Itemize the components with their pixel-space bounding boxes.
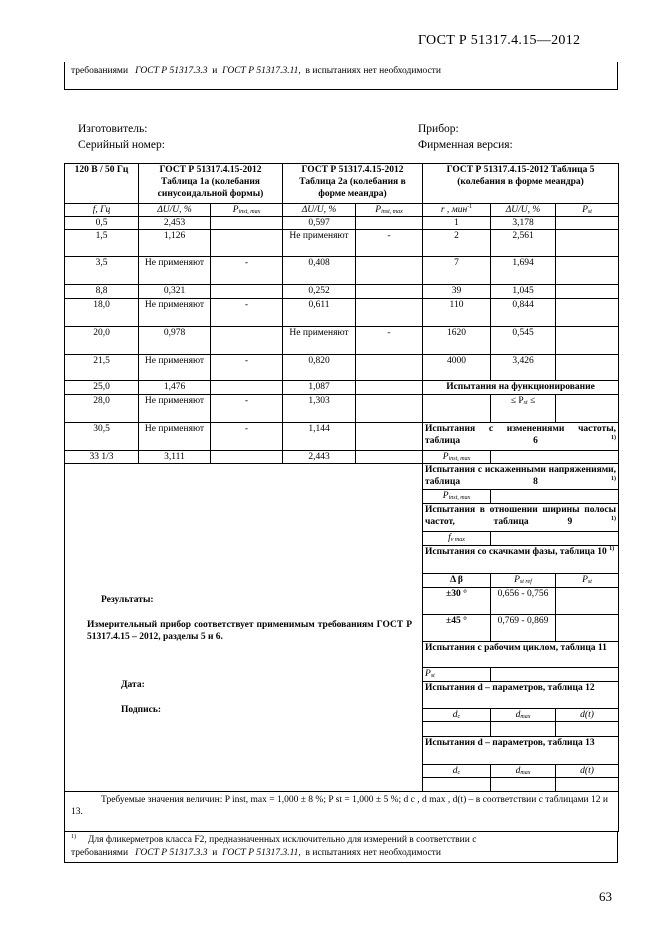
header-table-1a: ГОСТ Р 51317.4.15-2012 Таблица 1а (колебания синусоидальной формы) — [139, 164, 283, 204]
pstref-label — [491, 574, 556, 588]
table6-heading — [423, 423, 619, 451]
table-cell — [423, 722, 491, 737]
cell-p2 — [356, 451, 423, 464]
col-pinst-1 — [211, 204, 283, 217]
cell-f: 1,5 — [65, 230, 139, 257]
subscript: inst, max — [448, 456, 471, 462]
cell-du1: 2,453 — [139, 217, 211, 230]
table-row — [65, 423, 619, 451]
table-cell — [556, 588, 619, 615]
cell-p1 — [211, 381, 283, 395]
cell-p2 — [356, 423, 423, 451]
page-number: 63 — [599, 889, 612, 904]
cell-f: 28,0 — [65, 395, 139, 423]
cell-f: 20,0 — [65, 327, 139, 355]
symbol: d — [452, 710, 458, 720]
dt-label — [556, 765, 619, 778]
table-row — [65, 217, 619, 230]
cell-pst — [556, 299, 619, 327]
symbol: d(t) — [580, 710, 594, 720]
cell-p1: - — [211, 299, 283, 327]
cell-p1: - — [211, 395, 283, 423]
col-label: f, Гц — [92, 205, 111, 215]
cell-f: 0,5 — [65, 217, 139, 230]
cell-r: 110 — [423, 299, 491, 327]
col-label: P — [375, 205, 382, 215]
cell-du2: Не применяют — [283, 230, 356, 257]
table8-heading — [423, 464, 619, 490]
symbol: d(t) — [580, 766, 594, 776]
cell-pst — [556, 285, 619, 299]
table-cell — [423, 395, 491, 423]
cell-du2: 1,144 — [283, 423, 356, 451]
cell-r: 4000 — [423, 355, 491, 381]
cell-r: 7 — [423, 257, 491, 285]
table-row — [65, 395, 619, 423]
signature-label: Подпись: — [121, 705, 162, 715]
cell-du2: 0,611 — [283, 299, 356, 327]
symbol: d — [515, 766, 521, 776]
cell-p1: - — [211, 355, 283, 381]
col-r — [423, 204, 491, 217]
cell-p2 — [356, 299, 423, 327]
cell-r: 39 — [423, 285, 491, 299]
footnote-ref: ГОСТ Р 51317.3.3 — [135, 848, 208, 858]
cell-p2 — [356, 285, 423, 299]
col-pst — [556, 204, 619, 217]
cell-du1: Не применяют — [139, 395, 211, 423]
dbeta-label: Δ β — [423, 574, 491, 588]
date-label: Дата: — [121, 680, 145, 690]
pst-label — [556, 574, 619, 588]
col-du-2 — [283, 204, 356, 217]
subscript: st — [523, 400, 528, 406]
dc-label — [423, 765, 491, 778]
cell-p1 — [211, 451, 283, 464]
symbol: P — [582, 575, 588, 585]
footnote-continuation — [64, 62, 618, 90]
cell-pst — [556, 217, 619, 230]
col-sub: st — [587, 209, 592, 215]
table-cell — [556, 778, 619, 792]
cell-pst — [556, 327, 619, 355]
table-row — [65, 327, 619, 355]
cell-du5: 0,844 — [491, 299, 556, 327]
required-values-text: Требуемые значения величин: P inst, max = 1,000 ± 8 %; P st = 1,000 ± 5 %; d c , d max , d(t) – в соответствии с таблицами 12 и 13. — [65, 792, 619, 832]
table-row — [65, 257, 619, 285]
heading: Испытания с искаженными напряжениями, таблица 8 — [425, 465, 617, 487]
subscript: st — [587, 579, 592, 585]
col-frequency — [65, 204, 139, 217]
cell-du2: 2,443 — [283, 451, 356, 464]
phase-45: ±45 ° — [423, 615, 491, 642]
col-label: P — [582, 205, 588, 215]
footnote-ref: ГОСТ Р 51317.3.11, — [222, 848, 301, 858]
col-pinst-2 — [356, 204, 423, 217]
test-protocol-table — [64, 163, 619, 832]
footnote-text: и — [212, 848, 218, 858]
results-block — [65, 464, 423, 792]
col-label: P — [232, 205, 239, 215]
subscript: v max — [450, 537, 465, 543]
table9-heading — [423, 504, 619, 532]
phase-45-range: 0,769 - 0,869 — [491, 615, 556, 642]
note-text: в испытаниях нет необходимости — [305, 66, 441, 76]
cell-p1: - — [211, 423, 283, 451]
col-sub: inst, max — [381, 209, 403, 215]
pinst-label — [423, 490, 491, 504]
subscript: c — [457, 714, 461, 720]
range: ≤ — [527, 396, 536, 406]
cell-f: 21,5 — [65, 355, 139, 381]
firmware-label: Фирменная версия: — [418, 139, 513, 151]
footnote-text: в испытаниях нет необходимости — [305, 848, 441, 858]
cell-du5: 0,545 — [491, 327, 556, 355]
table-cell — [423, 778, 491, 792]
cell-du1: 0,321 — [139, 285, 211, 299]
cell-pst — [556, 355, 619, 381]
header-table-2a: ГОСТ Р 51317.4.15-2012 Таблица 2а (колебания в форме меандра) — [283, 164, 423, 204]
table-and-footnote — [64, 163, 618, 904]
col-label: ΔU/U, % — [301, 205, 337, 215]
cell-du1: 1,476 — [139, 381, 211, 395]
header-table-5: ГОСТ Р 51317.4.15-2012 Таблица 5 (колебания в форме меандра) — [423, 164, 619, 204]
cell-f: 18,0 — [65, 299, 139, 327]
functional-test-heading: Испытания на функционирование — [423, 381, 619, 395]
dt-label — [556, 709, 619, 722]
subscript: st — [430, 673, 435, 679]
conclusion-text: Измерительный прибор соответствует применимым требованиям ГОСТ Р 51317.4.15 – 2012, разделы 5 и 6. — [87, 620, 412, 642]
table-cell — [556, 395, 619, 423]
footnote-mark: 1) — [609, 545, 615, 552]
phase-30: ±30 ° — [423, 588, 491, 615]
cell-p2 — [356, 355, 423, 381]
subscript: st ref — [519, 579, 532, 585]
note-ref: ГОСТ Р 51317.3.3 — [135, 66, 208, 76]
table-row — [65, 299, 619, 327]
col-du-5 — [491, 204, 556, 217]
cell-r: 2 — [423, 230, 491, 257]
cell-p1: - — [211, 257, 283, 285]
dmax-label — [491, 709, 556, 722]
col-label: ΔU/U, % — [505, 205, 541, 215]
device-label: Прибор: — [418, 123, 459, 135]
subscript: max — [520, 714, 531, 720]
cell-du2: 1,087 — [283, 381, 356, 395]
subscript: c — [457, 770, 461, 776]
col-label: r , мин — [440, 205, 468, 215]
footnote-mark: 1) — [611, 434, 617, 441]
cell-p2: - — [356, 327, 423, 355]
cell-du5: 1,694 — [491, 257, 556, 285]
requirements-row — [65, 792, 619, 832]
col-du-1 — [139, 204, 211, 217]
cell-du1: Не применяют — [139, 355, 211, 381]
cell-du2: 0,597 — [283, 217, 356, 230]
cell-du2: 0,820 — [283, 355, 356, 381]
cell-p2: - — [356, 230, 423, 257]
footnote-text: Для фликерметров класса F2, предназначенных исключительно для измерений в соответствии с — [87, 835, 477, 845]
cell-du1: Не применяют — [139, 423, 211, 451]
table-row — [65, 451, 619, 464]
symbol: d — [515, 710, 521, 720]
range: ≤ P — [510, 396, 524, 406]
cell-du2: Не применяют — [283, 327, 356, 355]
cell-p2 — [356, 395, 423, 423]
cell-du2: 1,303 — [283, 395, 356, 423]
footnote-mark: 1) — [611, 515, 617, 522]
cell-f: 3,5 — [65, 257, 139, 285]
table-cell — [491, 490, 619, 504]
footnote-mark: 1) — [71, 833, 76, 840]
table10-heading — [423, 546, 619, 574]
table-row — [65, 464, 619, 490]
cell-pst — [556, 257, 619, 285]
fv-label — [423, 532, 491, 546]
symbol: P — [442, 452, 449, 462]
footnote — [64, 832, 618, 863]
cell-p1 — [211, 217, 283, 230]
header-voltage: 120 В / 50 Гц — [65, 164, 139, 204]
cell-p1 — [211, 327, 283, 355]
cell-r: 1620 — [423, 327, 491, 355]
table13-heading: Испытания d – параметров, таблица 13 — [423, 737, 619, 765]
col-label: ΔU/U, % — [157, 205, 192, 215]
manufacturer-label: Изготовитель: — [78, 123, 148, 135]
cell-du5: 3,426 — [491, 355, 556, 381]
heading: Испытания с изменениями частоты, таблица 6 — [425, 424, 617, 446]
symbol: f — [448, 533, 451, 543]
table-row — [65, 381, 619, 395]
note-text: и — [212, 66, 218, 76]
standard-header: ГОСТ Р 51317.4.15—2012 — [418, 33, 581, 48]
cell-du2: 0,408 — [283, 257, 356, 285]
symbol: P — [442, 491, 449, 501]
cell-du5: 3,178 — [491, 217, 556, 230]
pinst-label — [423, 451, 491, 464]
subscript: inst, max — [448, 495, 471, 501]
cell-p1 — [211, 230, 283, 257]
table-cell — [491, 532, 619, 546]
cell-f: 30,5 — [65, 423, 139, 451]
table-cell — [556, 615, 619, 642]
cell-du1: Не применяют — [139, 299, 211, 327]
symbol: d — [452, 766, 458, 776]
cell-p2 — [356, 381, 423, 395]
cell-p1 — [211, 285, 283, 299]
heading: Испытания в отношении ширины полосы частот, таблица 9 — [425, 505, 617, 527]
footnote-mark: 1) — [611, 475, 617, 482]
heading: Испытания со скачками фазы, таблица 10 — [425, 547, 607, 557]
table-cell — [491, 722, 556, 737]
header-row — [65, 164, 619, 204]
cell-du2: 0,252 — [283, 285, 356, 299]
cell-p2 — [356, 257, 423, 285]
table-row — [65, 285, 619, 299]
results-label: Результаты: — [101, 595, 154, 605]
dc-label — [423, 709, 491, 722]
cell-du1: 1,126 — [139, 230, 211, 257]
dmax-label — [491, 765, 556, 778]
cell-du1: 0,978 — [139, 327, 211, 355]
cell-r: 1 — [423, 217, 491, 230]
cell-f: 25,0 — [65, 381, 139, 395]
table-row — [65, 230, 619, 257]
subscript: max — [520, 770, 531, 776]
note-text: требованиями — [71, 66, 129, 76]
table11-heading: Испытания с рабочим циклом, таблица 11 — [423, 642, 619, 668]
table-cell — [491, 668, 619, 682]
table-cell — [556, 722, 619, 737]
table-cell — [491, 451, 619, 464]
phase-30-range: 0,656 - 0,756 — [491, 588, 556, 615]
cell-du1: Не применяют — [139, 257, 211, 285]
note-ref: ГОСТ Р 51317.3.11, — [222, 66, 301, 76]
symbol: P — [514, 575, 520, 585]
pst-label — [423, 668, 491, 682]
symbol: P — [425, 669, 431, 679]
functional-range — [491, 395, 556, 423]
cell-du5: 2,561 — [491, 230, 556, 257]
footnote-text: требованиями — [71, 848, 129, 858]
table-row — [65, 355, 619, 381]
cell-f: 8,8 — [65, 285, 139, 299]
cell-du1: 3,111 — [139, 451, 211, 464]
cell-pst — [556, 230, 619, 257]
col-sup: -1 — [467, 203, 473, 210]
subheader-row — [65, 204, 619, 217]
table-cell — [491, 778, 556, 792]
serial-label: Серийный номер: — [78, 139, 165, 151]
col-sub: inst, max — [238, 209, 261, 215]
table12-heading: Испытания d – параметров, таблица 12 — [423, 682, 619, 709]
cell-du5: 1,045 — [491, 285, 556, 299]
cell-f: 33 1/3 — [65, 451, 139, 464]
cell-p2 — [356, 217, 423, 230]
